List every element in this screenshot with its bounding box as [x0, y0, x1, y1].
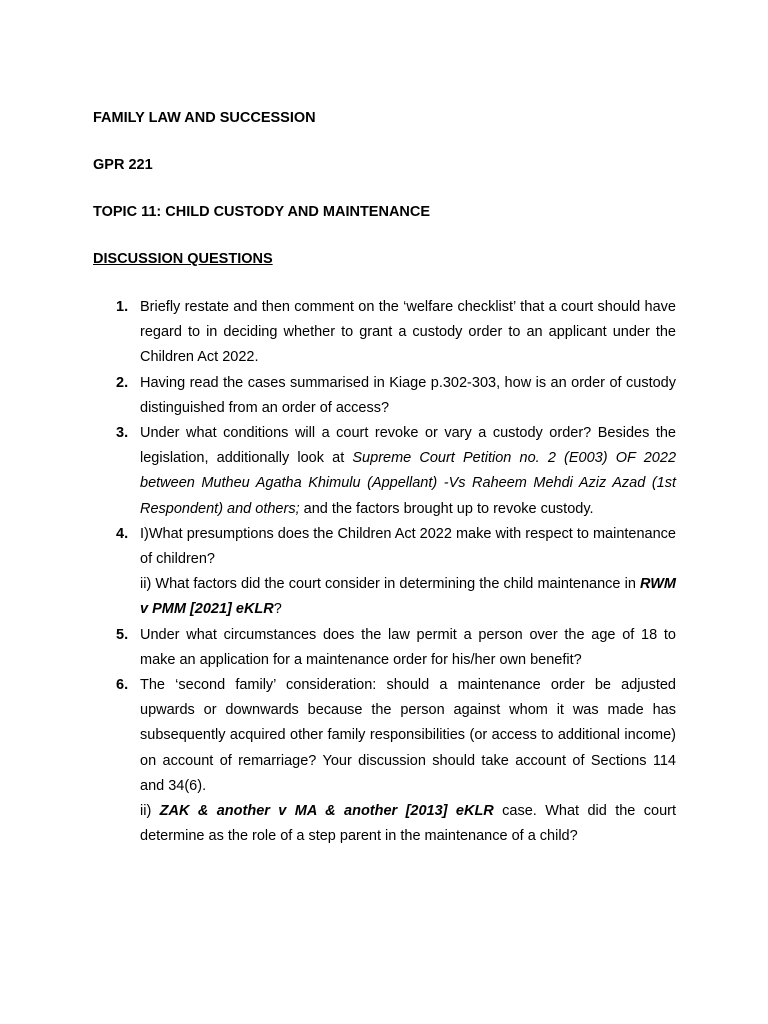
- section-heading: DISCUSSION QUESTIONS: [93, 251, 273, 267]
- question-3: [93, 421, 676, 522]
- question-text-end: and the factors brought up to revoke custody.: [299, 500, 594, 517]
- question-number: 2.: [116, 374, 129, 391]
- question-text: Under what conditions will a court revoke or vary a custody order? Besides the legislation, additionally look at: [140, 425, 676, 467]
- question-text: Briefly restate and then comment on the ‘welfare checklist’ that a court should have regard to in deciding whether to grant a custody order to an applicant under the Children Act 2022.: [140, 299, 676, 366]
- question-number: 1.: [116, 299, 129, 315]
- question-4: [93, 522, 676, 623]
- question-number: 4.: [116, 525, 129, 542]
- course-title: FAMILY LAW AND SUCCESSION: [93, 110, 316, 126]
- question-number: 5.: [116, 626, 129, 643]
- question-1: [93, 295, 676, 371]
- question-part-ii-text: case. What did the court determine as the role of a step parent in the maintenance of a child?: [140, 803, 676, 845]
- case-citation: Supreme Court Petition no. 2 (E003) OF 2022 between Mutheu Agatha Khimulu (Appellant) -Vs Raheem Mehdi Aziz Azad (1st Respondent) and others;: [140, 450, 677, 517]
- question-5: [93, 623, 676, 673]
- question-part-ii: [140, 572, 676, 622]
- question-text: Under what circumstances does the law permit a person over the age of 18 to make an application for a maintenance order for his/her own benefit?: [140, 626, 676, 668]
- course-code: GPR 221: [93, 157, 153, 173]
- question-part-ii: [140, 799, 676, 849]
- question-number: 6.: [116, 677, 129, 694]
- question-list: [93, 295, 676, 849]
- question-2: [93, 371, 676, 421]
- case-citation: RWM v PMM [2021] eKLR: [140, 576, 676, 618]
- question-part-i: The ‘second family’ consideration: should a maintenance order be adjusted upwards or downwards because the person against whom it was made has subsequently acquired other family responsibilities (or access to additional income) on account of remarriage? Your discussion should take account of Sections 114 and 34(6).: [140, 677, 676, 794]
- question-part-ii-prefix: ii): [140, 803, 160, 820]
- question-part-ii-text: ii) What factors did the court consider in determining the child maintenance in: [140, 576, 641, 593]
- case-citation: ZAK & another v MA & another [2013] eKLR: [159, 803, 494, 820]
- topic-title: TOPIC 11: CHILD CUSTODY AND MAINTENANCE: [93, 204, 431, 220]
- question-end-mark: ?: [273, 601, 282, 618]
- question-6: [93, 673, 676, 849]
- question-part-i: I)What presumptions does the Children Act 2022 make with respect to maintenance of children?: [140, 525, 676, 568]
- question-text: Having read the cases summarised in Kiage p.302-303, how is an order of custody distinguished from an order of access?: [140, 374, 676, 416]
- question-number: 3.: [116, 425, 129, 442]
